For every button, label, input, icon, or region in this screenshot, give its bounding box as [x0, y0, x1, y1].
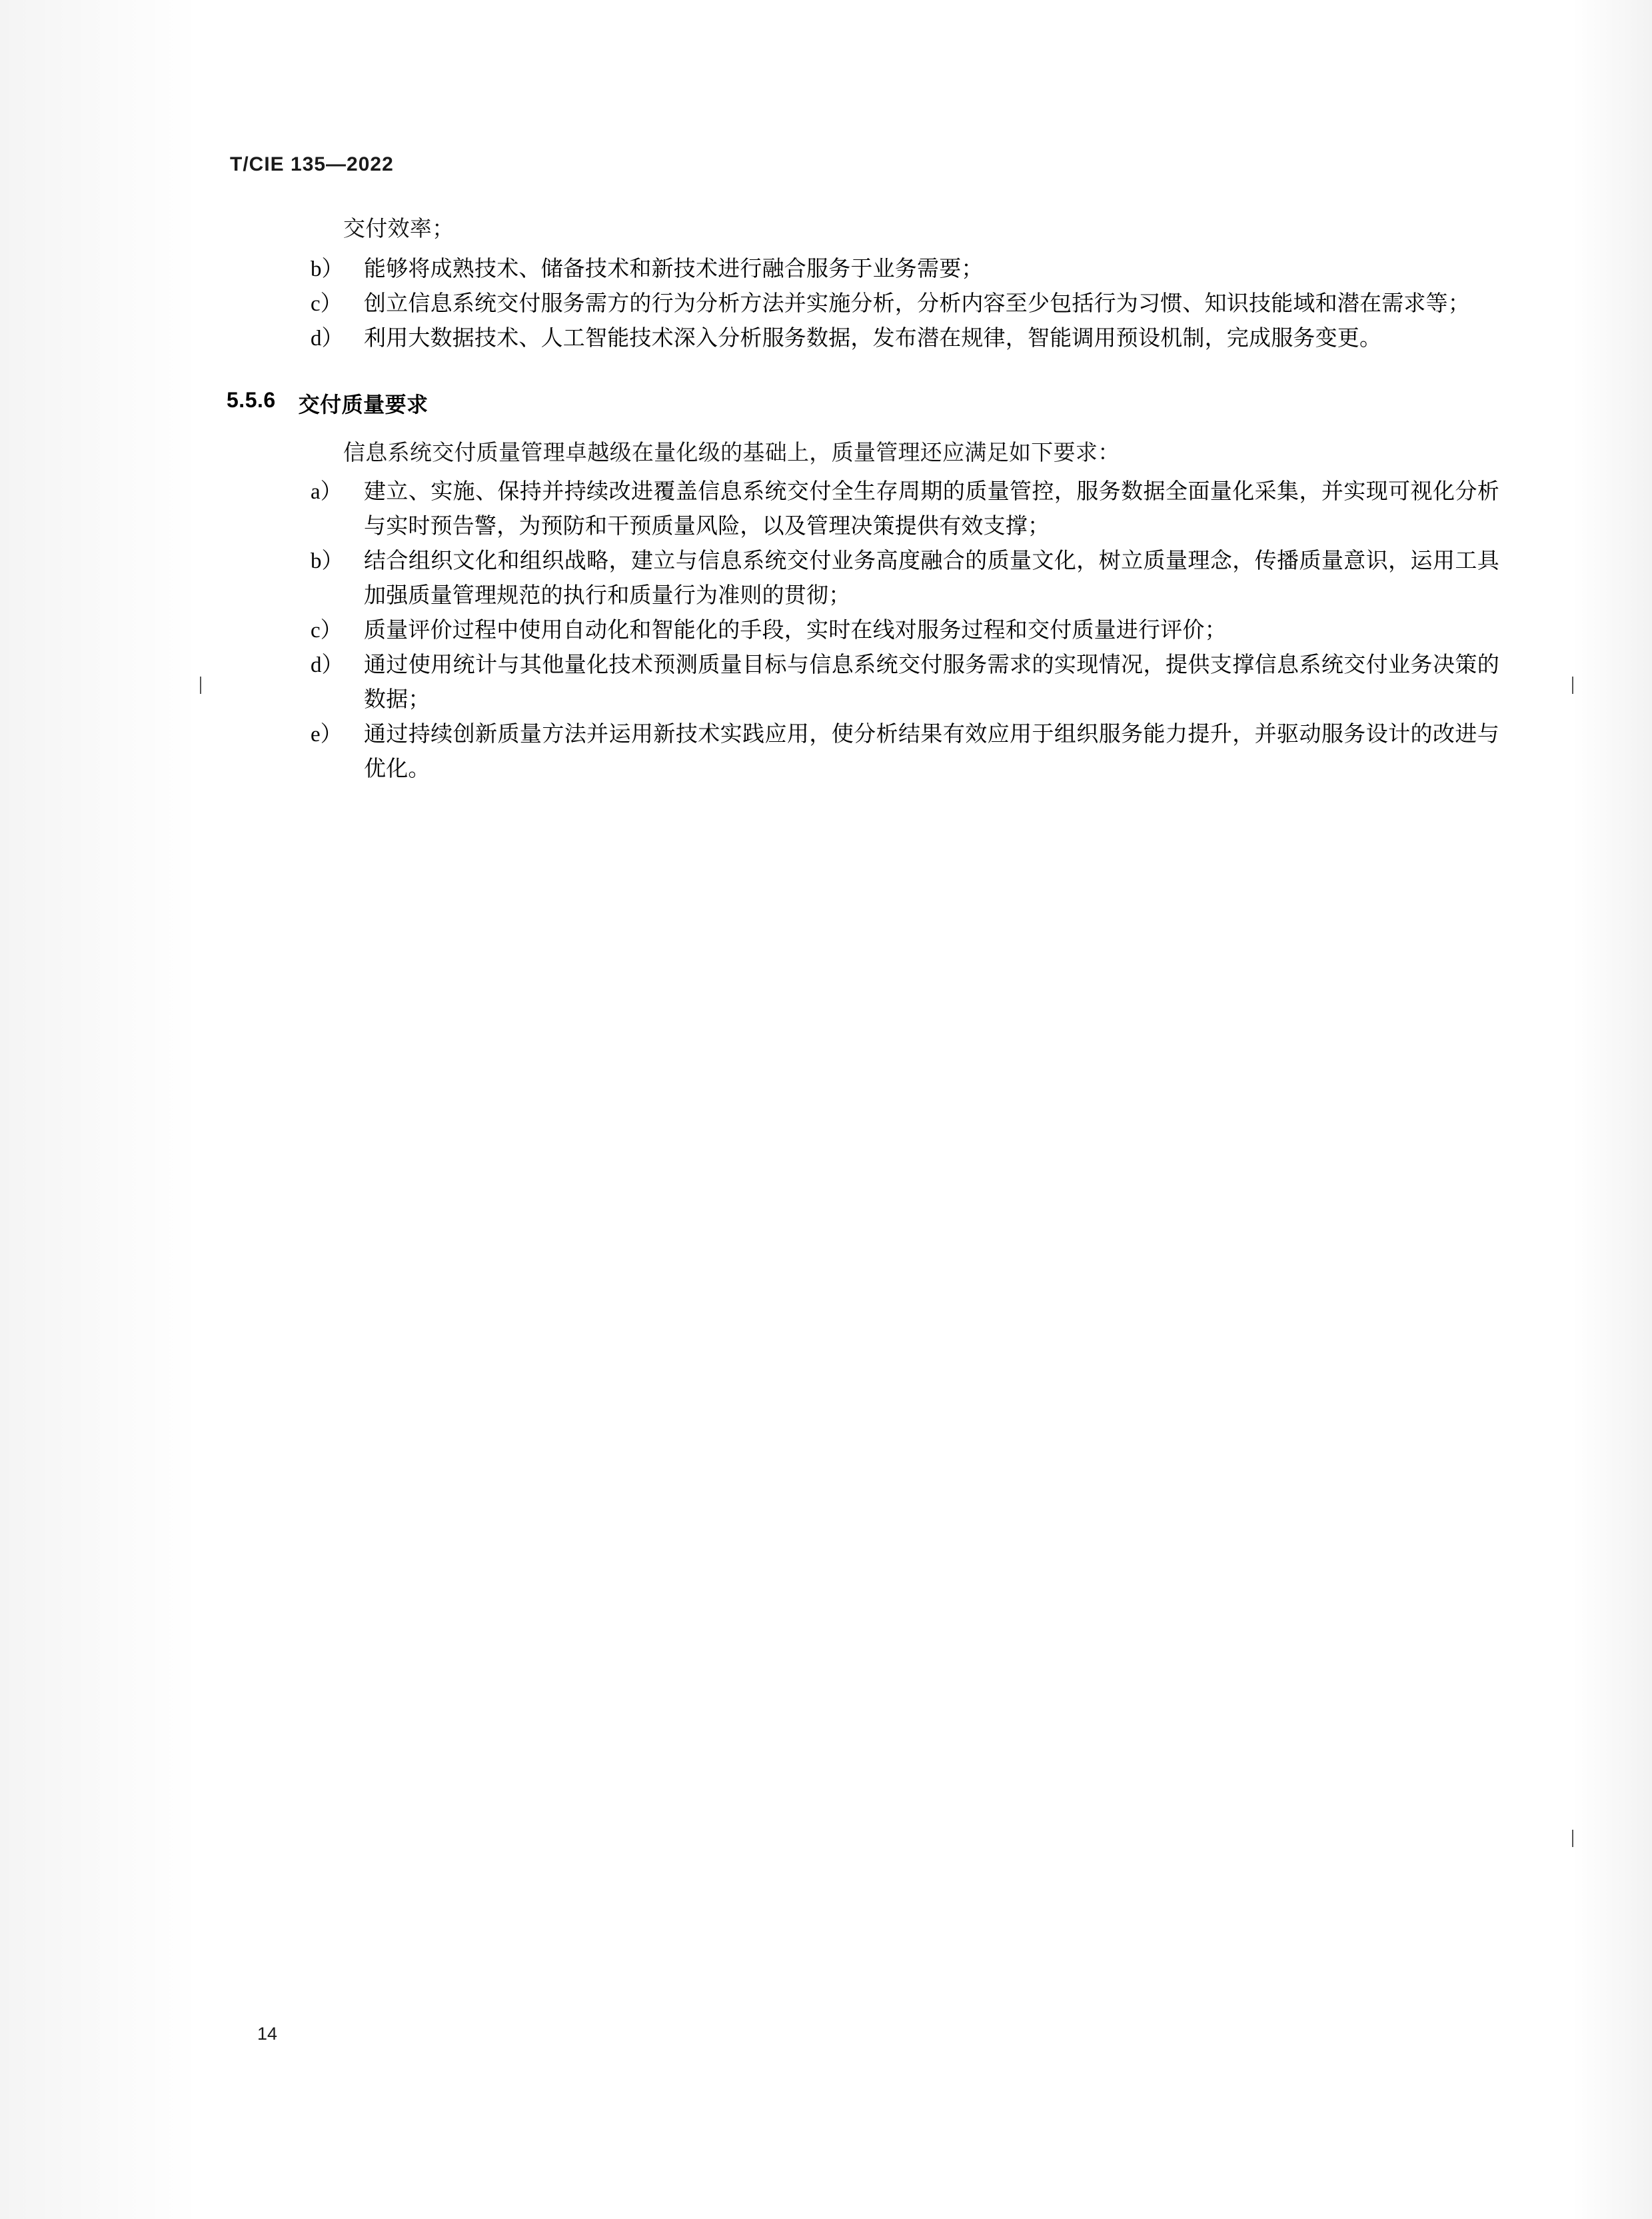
list-item [307, 475, 1499, 544]
continued-paragraph: 交付效率； [343, 217, 454, 241]
list-text: 建立、实施、保持并持续改进覆盖信息系统交付全生存周期的质量管控，服务数据全面量化采集，并实现可视化分析与实时预告警，为预防和干预质量风险，以及管理决策提供有效支撑； [364, 480, 1499, 539]
list-text: 创立信息系统交付服务需方的行为分析方法并实施分析，分析内容至少包括行为习惯、知识技能域和潜在需求等； [364, 292, 1470, 316]
list-text: 通过使用统计与其他量化技术预测质量目标与信息系统交付服务需求的实现情况，提供支撑信息系统交付业务决策的数据； [364, 653, 1499, 712]
list-item [307, 544, 1499, 613]
page-header: T/CIE 135—2022 [230, 153, 394, 175]
list-marker: d） [311, 327, 344, 351]
list-text: 结合组织文化和组织战略，建立与信息系统交付业务高度融合的质量文化，树立质量理念，传播质量意识，运用工具加强质量管理规范的执行和质量行为准则的贯彻； [364, 549, 1499, 608]
list-text: 通过持续创新质量方法并运用新技术实践应用，使分析结果有效应用于组织服务能力提升，并驱动服务设计的改进与优化。 [364, 723, 1499, 781]
list-marker: e） [311, 723, 343, 747]
list-item [307, 717, 1499, 787]
list-marker: b） [311, 549, 344, 573]
page-number: 14 [257, 2024, 278, 2044]
section-title: 交付质量要求 [298, 393, 428, 417]
margin-tick [200, 677, 201, 694]
section-heading [227, 388, 1513, 419]
section-number: 5.5.6 [227, 388, 276, 412]
section-intro: 信息系统交付质量管理卓越级在量化级的基础上，质量管理还应满足如下要求： [343, 441, 1120, 465]
list-marker: d） [311, 653, 344, 677]
body-text [227, 212, 1513, 787]
list-marker: c） [311, 619, 343, 643]
list-item [307, 252, 1499, 287]
list-marker: b） [311, 257, 344, 281]
list-item [307, 648, 1499, 717]
list-item [307, 287, 1499, 321]
page-content [227, 0, 1513, 2219]
list-text: 质量评价过程中使用自动化和智能化的手段，实时在线对服务过程和交付质量进行评价； [364, 619, 1227, 643]
margin-tick [1572, 677, 1573, 694]
list-text: 利用大数据技术、人工智能技术深入分析服务数据，发布潜在规律，智能调用预设机制，完成服务变更。 [364, 327, 1382, 351]
list-item [307, 321, 1499, 356]
list-item [307, 613, 1499, 648]
list-text: 能够将成熟技术、储备技术和新技术进行融合服务于业务需要； [364, 257, 984, 281]
list-marker: a） [311, 480, 343, 504]
margin-tick [1572, 1830, 1573, 1847]
list-marker: c） [311, 292, 343, 316]
